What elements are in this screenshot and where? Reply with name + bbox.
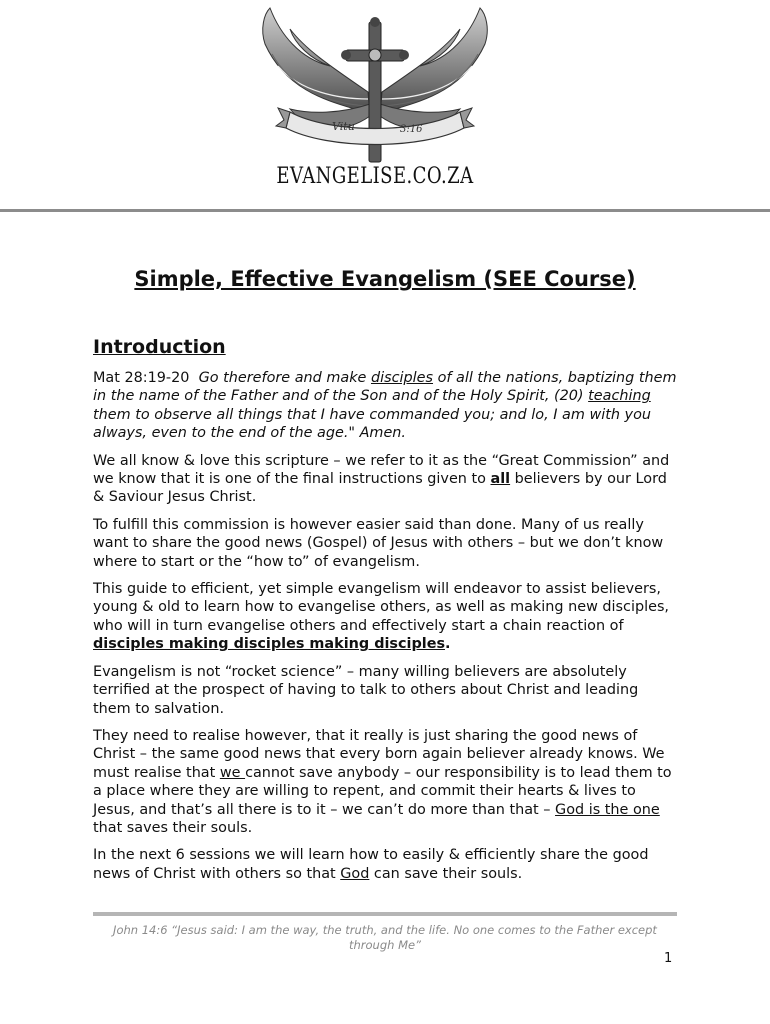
header-divider xyxy=(0,209,770,212)
emphasis-all: all xyxy=(490,471,511,488)
paragraph-text: . xyxy=(445,636,451,653)
paragraph-text: believers by our Lord & Saviour Jesus Christ. xyxy=(93,471,667,506)
emphasis-we: we xyxy=(219,764,246,781)
emphasis-god-is-the-one: God is the one xyxy=(555,801,660,818)
section-heading-introduction: Introduction xyxy=(93,336,226,358)
scripture-text: of all the nations, baptizing them in the name of the Father and of the Son and of the Holy Spirit, (20) xyxy=(93,370,677,405)
paragraph-fulfill: To fulfill this commission is however easier said than done. Many of us really want to share the good news (Gospel) of Jesus with others – but we don’t know where to start or the “how to” of evangelism. xyxy=(93,516,664,570)
paragraph-text: We all know & love this scripture – we refer to it as the “Great Commission” and we know that it is one of the final instructions given to xyxy=(93,452,670,488)
emphasis-disciples-chain: disciples making disciples making disciples xyxy=(93,636,446,653)
banner-left-text: Vitu xyxy=(332,120,355,133)
paragraph-next-sessions xyxy=(93,846,678,883)
banner-right-text: 3:16 xyxy=(400,124,423,135)
paragraph-realise xyxy=(93,727,678,837)
scripture-text: Go therefore and make xyxy=(198,370,371,386)
scripture-reference: Mat 28:19-20 xyxy=(93,370,190,386)
site-name: EVANGELISE.CO.ZA xyxy=(276,164,474,189)
paragraph-text: In the next 6 sessions we will learn how to easily & efficiently share the good news of Christ with others so that xyxy=(93,847,649,882)
paragraph-guide xyxy=(93,580,678,654)
document-title: Simple, Effective Evangelism (SEE Course) xyxy=(134,267,636,291)
scripture-text: them to observe all things that I have commanded you; and lo, I am with you always, even to the end of the age." Amen. xyxy=(93,406,651,442)
paragraph-scripture xyxy=(93,369,678,443)
emphasis-god: God xyxy=(340,865,370,882)
paragraph-text: They need to realise however, that it really is just sharing the good news of Christ – the same good news that every born again believer already knows. We must realise that xyxy=(93,727,665,781)
winged-cross-logo xyxy=(250,4,500,174)
body-content xyxy=(93,369,678,892)
paragraph-text: This guide to efficient, yet simple evangelism will endeavor to assist believers, young & old to learn how to evangelise others, as well as making new disciples, who will in turn evangelise others and effectively start a chain reaction of xyxy=(93,581,670,634)
paragraph-text: that saves their souls. xyxy=(93,819,253,836)
footer-quote: John 14:6 “Jesus said: I am the way, the truth, and the life. No one comes to the Father except through Me” xyxy=(113,923,657,952)
paragraph-text: cannot save anybody – our responsibility is to lead them to a place where they are willing to repent, and commit their hearts & lives to Jesus, and that’s all there is to it – we can’t do more than that – xyxy=(93,764,672,818)
emphasis-disciples: disciples xyxy=(370,370,434,386)
paragraph-rocket-science: Evangelism is not “rocket science” – many willing believers are absolutely terrified at the prospect of having to talk to others about Christ and leading them to salvation. xyxy=(93,663,639,717)
paragraph-great-commission xyxy=(93,452,678,507)
page-number: 1 xyxy=(664,951,673,966)
paragraph-text: can save their souls. xyxy=(369,865,523,882)
footer-divider xyxy=(93,912,677,916)
header-logo xyxy=(250,4,500,190)
emphasis-teaching: teaching xyxy=(588,388,651,405)
